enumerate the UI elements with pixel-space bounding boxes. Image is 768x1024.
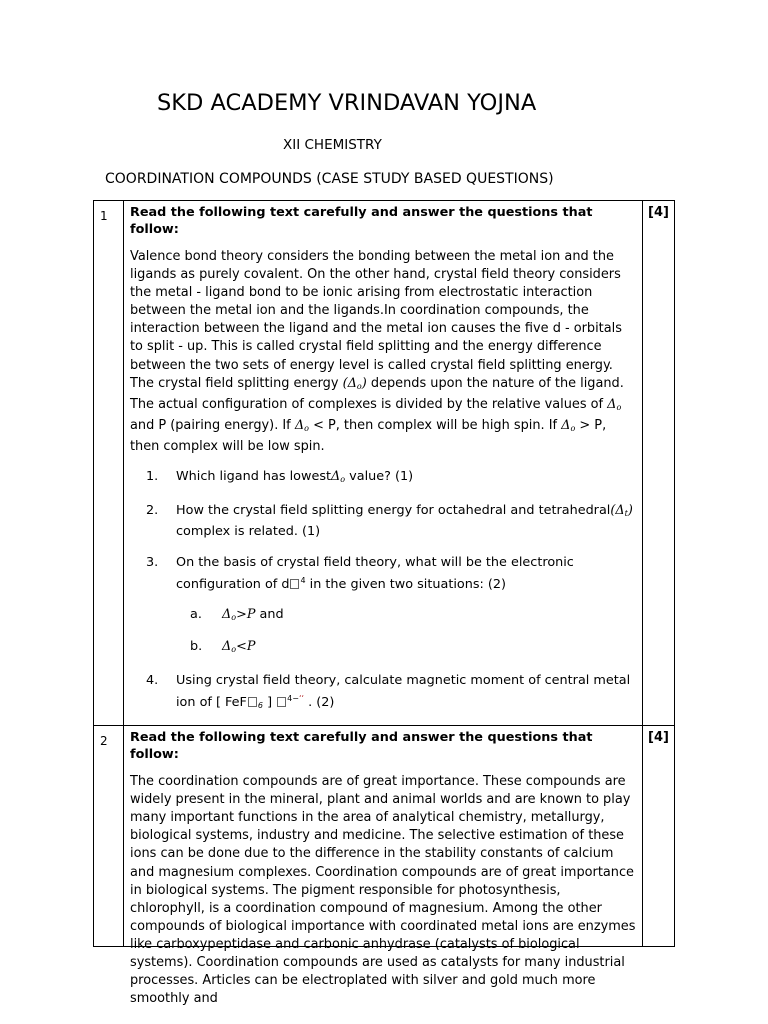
instruction: Read the following text carefully and answer the questions that follow: <box>130 205 593 237</box>
instruction: Read the following text carefully and answer the questions that follow: <box>130 730 593 763</box>
list-item: b. Δo<P <box>190 639 256 655</box>
missing-glyph-icon <box>277 697 286 707</box>
delta-symbol: Δo <box>607 396 622 412</box>
missing-glyph-icon <box>290 579 299 589</box>
delta-symbol: Δo <box>294 417 309 433</box>
class-subtitle: XII CHEMISTRY <box>283 137 382 153</box>
list-item: a. Δo>P and <box>190 607 284 623</box>
sub-questions <box>130 468 636 715</box>
list-item: 4. Using crystal field theory, calculate magnetic moment of central metal ion of [ FeF 6 ] $^{4-‘‘}$ . (2) <box>146 673 631 711</box>
passage: Valence bond theory considers the bonding between the metal ion and the ligands as purely covalent. On the other hand, crystal field theory considers the metal - ligand bond to be ionic arising from electrostatic interaction between the metal ion and the ligands.In coordination compounds, the interaction between the ligand and the metal ion causes the five d - orbitals to split - up. This is called crystal field splitting and the energy difference between the two sets of energy level is called crystal field splitting energy. The crystal field splitting energy (Δo) depends upon the nature of the ligand. The actual configuration of complexes is divided by the relative values of Δo and P (pairing energy). If Δo < P, then complex will be high spin. If Δo > P, then complex will be low spin. <box>130 249 624 454</box>
delta-symbol: (Δo) <box>342 375 367 391</box>
list-item: 2. How the crystal field splitting energy for octahedral and tetrahedral(Δt) complex is related. (1) <box>146 503 633 540</box>
list-item: 1. Which ligand has lowestΔo value? (1) <box>146 469 414 485</box>
passage: The coordination compounds are of great importance. These compounds are widely present in the mineral, plant and animal worlds and are known to play many important functions in the area of analytical chemistry, metallurgy, biological systems, industry and medicine. The selective estimation of these ions can be done due to the difference in the stability constants of calcium and magnesium complexes. Coordination compounds are of great importance in biological systems. The pigment responsible for photosynthesis, chlorophyll, is a coordination compound of magnesium. Among the other compounds of biological importance with coordinated metal ions are enzymes like carboxypeptidase and carbonic anhydrase (catalysts of biological systems). Coordination compounds are used as catalysts for many industrial processes. Articles can be electroplated with silver and gold much more smoothly and <box>130 774 636 1007</box>
list-item: 3. On the basis of crystal field theory, what will be the electronic configuration of d $^4$ in the given two situations: (2) a. Δo>P and b. Δo<P <box>130 554 636 659</box>
topic-heading: COORDINATION COMPOUNDS (CASE STUDY BASED QUESTIONS) <box>105 171 554 187</box>
question-number: 1 <box>94 201 124 726</box>
situations <box>176 606 636 659</box>
question-body <box>124 726 643 1007</box>
question-number: 2 <box>94 726 124 947</box>
delta-symbol: Δo <box>561 417 576 433</box>
question-row-1 <box>94 201 675 726</box>
question-body <box>124 201 643 726</box>
question-row-2 <box>94 726 675 947</box>
marks-label: [4] <box>643 201 675 726</box>
question-table <box>93 200 675 1007</box>
marks-label: [4] <box>643 726 675 947</box>
missing-glyph-icon <box>248 697 257 707</box>
school-title: SKD ACADEMY VRINDAVAN YOJNA <box>157 90 537 116</box>
